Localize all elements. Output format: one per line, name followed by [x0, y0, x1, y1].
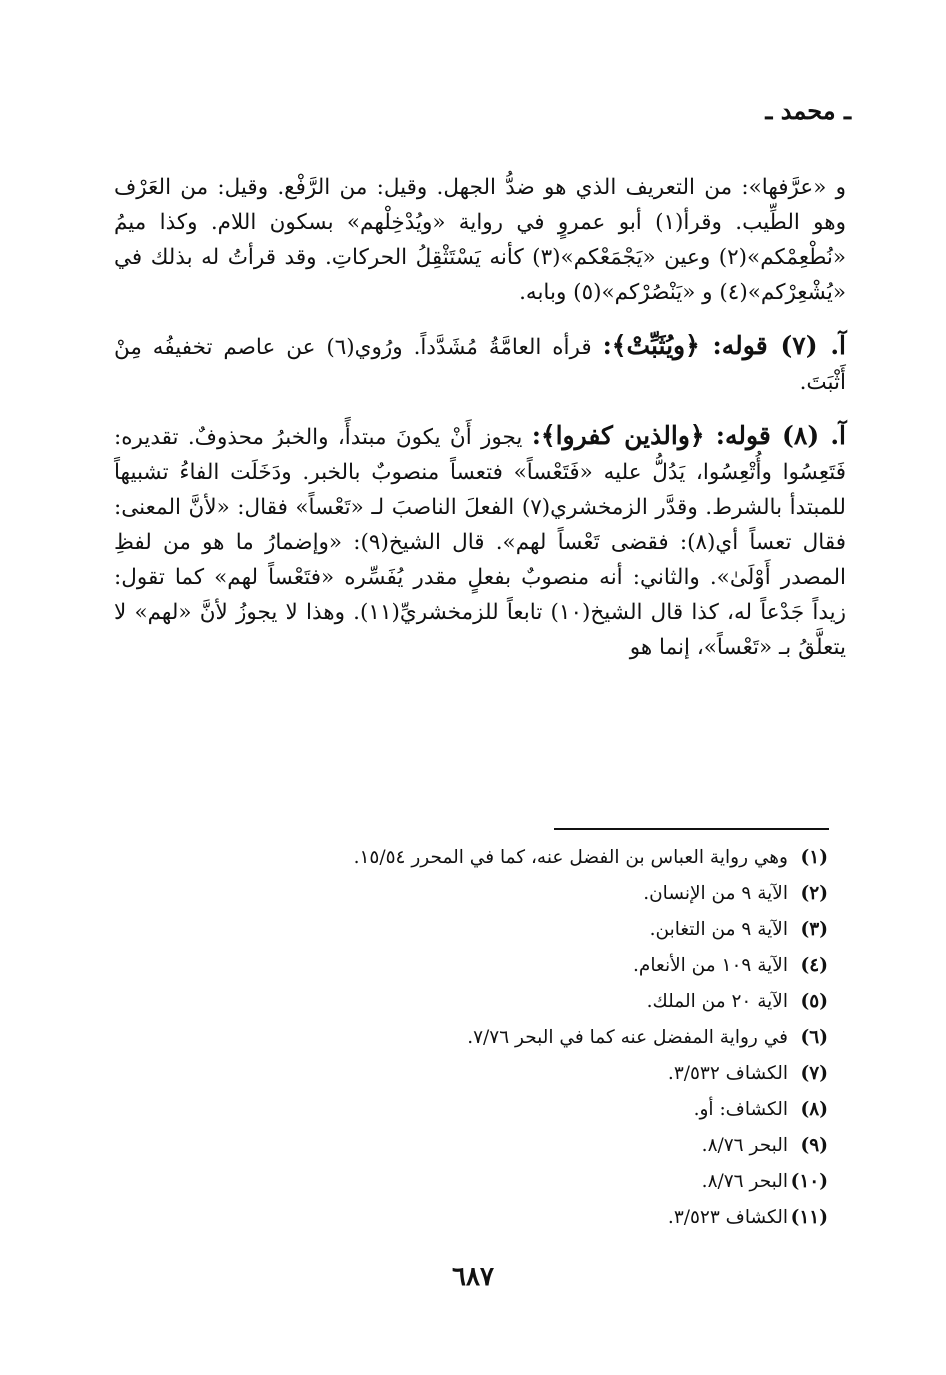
footnote-text: البحر ٨/٧٦.	[701, 1171, 788, 1192]
footnote-text: وهي رواية العباس بن الفضل عنه، كما في المحرر ١٥/٥٤.	[353, 847, 788, 868]
footnote-number: (٦)	[800, 1027, 828, 1048]
footnote-text: البحر ٨/٧٦.	[701, 1135, 788, 1156]
paragraph-text: و «عرَّفها»: من التعريف الذي هو ضدُّ الجهل. وقيل: من الرَّفْع. وقيل: من العَرْف وهو الطِّيب. وقرأ(١) أبو عمروٍ في رواية «ويُدْخِلْهم» بسكون اللام. وكذا ميمُ «نُطْعِمْكم»(٢) وعين «يَجْمَعْكم»(٣) كأنه يَسْتَثْقِلُ الحركاتِ. وقد قرأتُ له بذلك في «يُشْعِرْكم»(٤) و «يَنْصُرْكم»(٥) وبابه.	[114, 175, 846, 305]
footnote-text: في رواية المفضل عنه كما في البحر ٧/٧٦.	[467, 1027, 788, 1048]
footnote-text: الكشاف ٣/٥٣٢.	[667, 1063, 788, 1084]
footnote-number: (١)	[800, 847, 828, 868]
paragraph	[114, 168, 846, 310]
footnote-number: (٧)	[800, 1063, 828, 1084]
verse-label: آ. (٨) قوله: ﴿والذين كفروا﴾:	[531, 421, 847, 450]
footnote-item	[128, 1128, 828, 1164]
footnote-number: (٨)	[800, 1099, 828, 1120]
paragraph	[114, 328, 846, 400]
footnote-item	[128, 1056, 828, 1092]
footnote-item	[128, 1164, 828, 1200]
footnote-number: (٤)	[800, 955, 828, 976]
footnote-item	[128, 1092, 828, 1128]
footnote-number: (٥)	[800, 991, 828, 1012]
footnote-number: (٣)	[800, 919, 828, 940]
footnote-text: الآية ٩ من التغابن.	[649, 919, 788, 940]
footnote-text: الآية ٢٠ من الملك.	[646, 991, 788, 1012]
footnote-item	[128, 948, 828, 984]
footnote-text: الكشاف ٣/٥٢٣.	[667, 1207, 788, 1228]
footnote-item	[128, 1200, 828, 1236]
footnote-number: (١١)	[790, 1207, 828, 1228]
footnote-item	[128, 912, 828, 948]
footnote-item	[128, 840, 828, 876]
paragraph	[114, 418, 846, 665]
footnote-item	[128, 984, 828, 1020]
footnote-number: (٢)	[800, 883, 828, 904]
footnote-number: (٩)	[800, 1135, 828, 1156]
paragraph-text: يجوز أَنْ يكونَ مبتدأً، والخبرُ محذوفٌ. تقديره: فَتَعِسُوا وأُتْعِسُوا، يَدُلُّ عليه «فَتَعْساً» فتعساً منصوبٌ بالخبر. ودَخَلَت الفاءُ تشبيهاً للمبتدأ بالشرط. وقدَّر الزمخشري(٧) الفعلَ الناصبَ لـ «تَعْساً» فقال: «لأنَّ المعنى: فقال تعساً أي(٨): فقضى تَعْساً لهم». قال الشيخ(٩): «وإضمارُ ما هو من لفظِ المصدر أَوْلَىٰ». والثاني: أنه منصوبٌ بفعلٍ مقدر يُفَسِّره «فتَعْساً لهم» كما تقول: زيداً جَدْعاً له، كذا قال الشيخ(١٠) تابعاً للزمخشريِّ(١١). وهذا لا يجوزُ لأنَّ «لهم» لا يتعلَّقُ بـ «تَعْساً»، إنما هو	[114, 425, 847, 660]
paragraph-text: قرأه العامَّةُ مُشَدَّداً. ورُوي(٦) عن عاصم تخفيفُه مِنْ أَثْبَتَ.	[114, 335, 846, 395]
footnote-item	[128, 876, 828, 912]
footnote-separator	[554, 828, 829, 830]
verse-label: آ. (٧) قوله: ﴿ويُثَبِّتْ﴾:	[602, 331, 846, 360]
body-text	[114, 168, 846, 683]
footnote-item	[128, 1020, 828, 1056]
footnote-number: (١٠)	[790, 1171, 828, 1192]
footnote-text: الآية ١٠٩ من الأنعام.	[633, 955, 788, 976]
footnote-text: الكشاف: أو.	[693, 1099, 788, 1120]
page-number: ٦٨٧	[452, 1262, 494, 1292]
footnotes-list	[128, 840, 828, 1236]
footnote-text: الآية ٩ من الإنسان.	[643, 883, 788, 904]
running-head: ـ محمد ـ	[765, 96, 851, 125]
